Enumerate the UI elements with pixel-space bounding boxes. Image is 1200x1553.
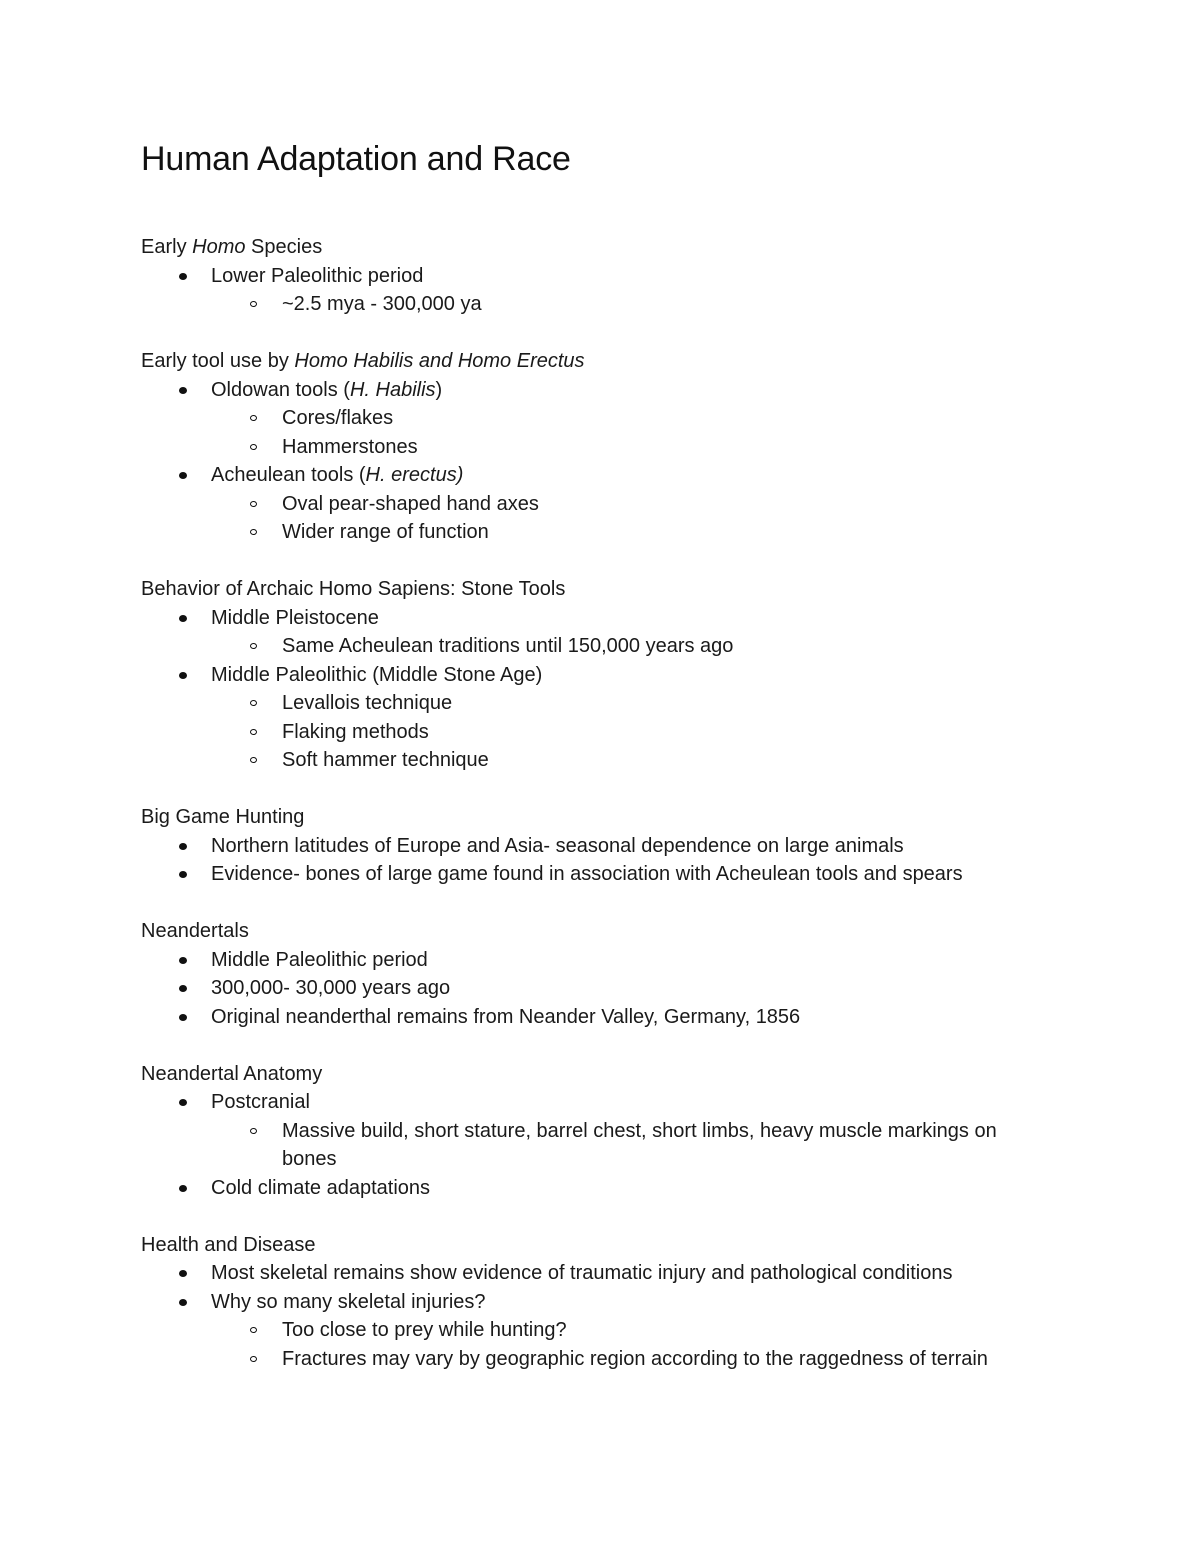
section-heading: Early tool use by Homo Habilis and Homo Erectus: [141, 350, 585, 372]
bullet-circle-icon: [250, 415, 257, 421]
bullet-dot-icon: [179, 1270, 187, 1277]
bullet-circle-icon: [250, 444, 257, 450]
sub-bullet-item: Levallois technique: [141, 689, 1071, 718]
bullet-dot-icon: [179, 1299, 187, 1306]
document-title: Human Adaptation and Race: [141, 140, 571, 178]
section-early-homo: [141, 233, 1071, 319]
sub-bullet-item: ~2.5 mya - 300,000 ya: [141, 290, 1071, 319]
sub-bullet-item: Oval pear-shaped hand axes: [141, 490, 1071, 519]
section-heading: Big Game Hunting: [141, 806, 305, 828]
bullet-item: Middle Pleistocene: [141, 604, 1071, 633]
bullet-dot-icon: [179, 1185, 187, 1192]
bullet-dot-icon: [179, 615, 187, 622]
bullet-dot-icon: [179, 871, 187, 878]
section-heading: Health and Disease: [141, 1233, 316, 1256]
section-archaic-homo-sapiens: [141, 575, 1071, 775]
bullet-circle-icon: [250, 501, 257, 507]
bullet-item: 300,000- 30,000 years ago: [141, 974, 1071, 1003]
sub-bullet-item: Too close to prey while hunting?: [141, 1316, 1071, 1345]
bullet-item: Postcranial: [141, 1088, 1071, 1117]
section-big-game-hunting: [141, 803, 1071, 889]
bullet-item: Oldowan tools (H. Habilis): [141, 376, 1071, 405]
bullet-dot-icon: [179, 273, 187, 280]
section-heading: Early Homo Species: [141, 236, 323, 258]
bullet-circle-icon: [250, 729, 257, 735]
bullet-dot-icon: [179, 1014, 187, 1021]
bullet-item: Cold climate adaptations: [141, 1174, 1071, 1203]
section-heading: Neandertals: [141, 920, 249, 942]
sub-bullet-item: Flaking methods: [141, 718, 1071, 747]
section-health-and-disease: [141, 1231, 1071, 1374]
bullet-dot-icon: [179, 843, 187, 850]
document-body: [141, 233, 1071, 1402]
section-neandertals: [141, 917, 1071, 1031]
bullet-item: Why so many skeletal injuries?: [141, 1288, 1071, 1317]
bullet-dot-icon: [179, 387, 187, 394]
bullet-dot-icon: [179, 985, 187, 992]
sub-bullet-item: Cores/flakes: [141, 404, 1071, 433]
bullet-dot-icon: [179, 672, 187, 679]
bullet-circle-icon: [250, 1356, 257, 1362]
section-tool-use: [141, 347, 1071, 547]
bullet-circle-icon: [250, 1327, 257, 1333]
bullet-item: Evidence- bones of large game found in association with Acheulean tools and spears: [141, 860, 1071, 889]
bullet-dot-icon: [179, 957, 187, 964]
bullet-circle-icon: [250, 700, 257, 706]
bullet-circle-icon: [250, 1128, 257, 1134]
bullet-item: Northern latitudes of Europe and Asia- seasonal dependence on large animals: [141, 832, 1071, 861]
bullet-dot-icon: [179, 472, 187, 479]
section-heading: Neandertal Anatomy: [141, 1062, 323, 1085]
bullet-dot-icon: [179, 1099, 187, 1106]
sub-bullet-item: Fractures may vary by geographic region according to the raggedness of terrain: [141, 1345, 1071, 1374]
bullet-item: Lower Paleolithic period: [141, 262, 1071, 291]
bullet-item: Most skeletal remains show evidence of traumatic injury and pathological conditions: [141, 1259, 1071, 1288]
bullet-circle-icon: [250, 757, 257, 763]
bullet-item: Middle Paleolithic period: [141, 946, 1071, 975]
bullet-circle-icon: [250, 301, 257, 307]
bullet-circle-icon: [250, 529, 257, 535]
section-heading: Behavior of Archaic Homo Sapiens: Stone Tools: [141, 578, 566, 600]
sub-bullet-item: Soft hammer technique: [141, 746, 1071, 775]
bullet-item: Original neanderthal remains from Neander Valley, Germany, 1856: [141, 1003, 1071, 1032]
section-neandertal-anatomy: [141, 1060, 1071, 1203]
sub-bullet-item: Hammerstones: [141, 433, 1071, 462]
bullet-item: Middle Paleolithic (Middle Stone Age): [141, 661, 1071, 690]
sub-bullet-item: Massive build, short stature, barrel chest, short limbs, heavy muscle markings on bones: [141, 1117, 1052, 1174]
sub-bullet-item: Wider range of function: [141, 518, 1071, 547]
bullet-item: Acheulean tools (H. erectus): [141, 461, 1071, 490]
sub-bullet-item: Same Acheulean traditions until 150,000 years ago: [141, 632, 1071, 661]
bullet-circle-icon: [250, 643, 257, 649]
